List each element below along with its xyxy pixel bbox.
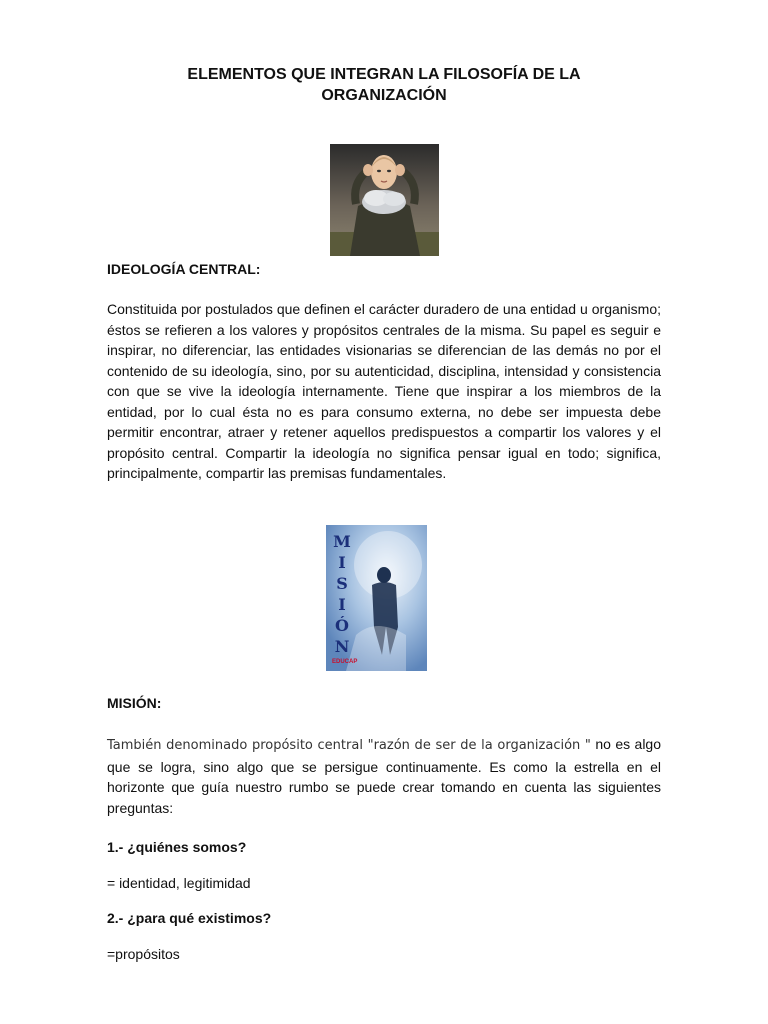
mision-letter: I bbox=[338, 595, 346, 614]
answer-2: =propósitos bbox=[107, 946, 180, 962]
title-line-1: ELEMENTOS QUE INTEGRAN LA FILOSOFÍA DE LA bbox=[187, 66, 581, 83]
question-2: 2.- ¿para qué existimos? bbox=[107, 910, 272, 926]
section-heading-ideologia: IDEOLOGÍA CENTRAL: bbox=[107, 261, 261, 277]
document-title bbox=[107, 64, 661, 106]
mision-letter: M bbox=[333, 532, 351, 551]
question-1: 1.- ¿quiénes somos? bbox=[107, 839, 247, 855]
mision-letter: S bbox=[336, 574, 348, 593]
mision-figure-image bbox=[326, 525, 427, 671]
section-heading-mision: MISIÓN: bbox=[107, 695, 162, 711]
person-with-cloud-head-image bbox=[330, 144, 439, 256]
mision-letter: I bbox=[338, 553, 346, 572]
answer-1: = identidad, legitimidad bbox=[107, 875, 251, 891]
mision-letter: N bbox=[334, 637, 350, 656]
mision-paragraph-rest: no es algo que se logra, sino algo que se persigue continuamente. Es como la estrella en el horizonte que guía nuestro rumbo se puede crear tomando en cuenta las siguientes preguntas: bbox=[107, 736, 661, 816]
mision-paragraph bbox=[107, 734, 661, 818]
educap-logo: EDUCAP bbox=[332, 659, 358, 665]
mision-paragraph-intro: También denominado propósito central "razón de ser de la organización " bbox=[107, 738, 591, 753]
mision-vertical-letters bbox=[332, 531, 352, 657]
ideologia-paragraph: Constituida por postulados que definen el carácter duradero de una entidad u organismo; éstos se refieren a los valores y propósitos centrales de la misma. Su papel es seguir e inspirar, no diferenciar, las entidades visionarias se diferencian de las demás no por el contenido de su ideología, sino, por su autenticidad, disciplina, intensidad y consistencia con que se vive la ideología internamente. Tiene que inspirar a los miembros de la entidad, por lo cual ésta no es para consumo externa, no debe ser impuesta debe permitir encontrar, atraer y retener aquellos predispuestos a compartir los valores y el propósito central. Compartir la ideología no significa pensar igual en todo; significa, principalmente, compartir las premisas fundamentales. bbox=[107, 301, 661, 481]
title-line-2: ORGANIZACIÓN bbox=[321, 87, 447, 104]
mision-letter: Ó bbox=[335, 616, 349, 635]
